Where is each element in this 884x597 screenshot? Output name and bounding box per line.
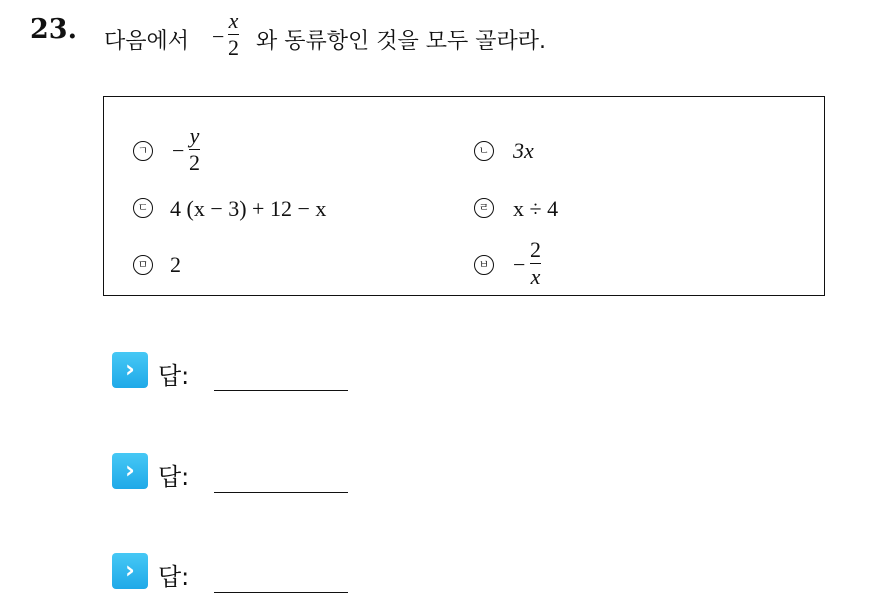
answer-label-2: 답: xyxy=(158,463,190,491)
option-marker-f: ㅂ xyxy=(474,255,494,275)
option-marker-c: ㄷ xyxy=(133,198,153,218)
answer-blank-1[interactable] xyxy=(214,390,348,391)
option-d-expr: x ÷ 4 xyxy=(513,196,559,221)
answer-blank-3[interactable] xyxy=(214,592,348,593)
answer-blank-2[interactable] xyxy=(214,492,348,493)
option-e-expr: 2 xyxy=(170,252,181,277)
question-fraction xyxy=(228,10,239,59)
option-marker-d: ㄹ xyxy=(474,198,494,218)
question-number: 23. xyxy=(30,14,77,45)
answer-label-3: 답: xyxy=(158,563,190,591)
option-c-expr: 4 (x − 3) + 12 − x xyxy=(170,196,327,221)
question-fraction-numerator: x xyxy=(228,8,239,33)
option-marker-b: ㄴ xyxy=(474,141,494,161)
question-fraction-denominator: 2 xyxy=(228,35,239,60)
question-fraction-sign: − xyxy=(212,24,225,49)
chevron-right-icon: › xyxy=(112,553,148,589)
question-text-before: 다음에서 xyxy=(104,29,190,54)
question-text-after: 와 동류항인 것을 모두 골라라. xyxy=(256,29,546,54)
option-b-expr: 3x xyxy=(513,138,534,163)
option-f-sign: − xyxy=(513,252,526,277)
option-a-denominator: 2 xyxy=(189,150,200,175)
option-marker-a: ㄱ xyxy=(133,141,153,161)
option-marker-e: ㅁ xyxy=(133,255,153,275)
option-a-sign: − xyxy=(172,138,185,163)
answer-label-1: 답: xyxy=(158,362,190,390)
chevron-right-icon: › xyxy=(112,352,148,388)
option-a-fraction xyxy=(189,125,200,174)
option-f-fraction xyxy=(530,239,541,288)
option-a-numerator: y xyxy=(189,123,200,148)
option-f-denominator: x xyxy=(530,264,541,289)
option-f-numerator: 2 xyxy=(530,237,541,262)
chevron-right-icon: › xyxy=(112,453,148,489)
